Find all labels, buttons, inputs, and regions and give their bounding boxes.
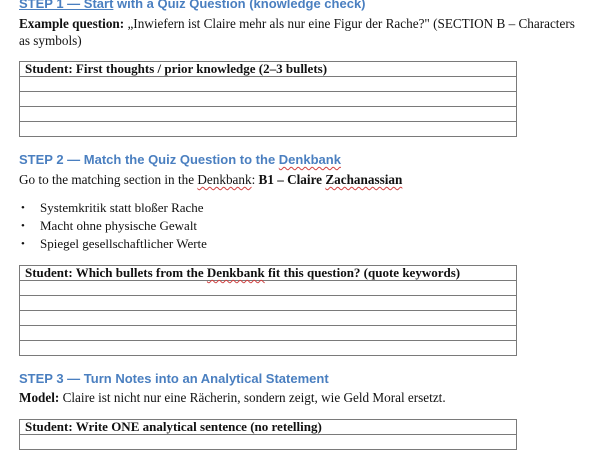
- bullet-icon: •: [21, 238, 25, 250]
- header-denkbank: Denkbank: [206, 265, 265, 280]
- answer-row[interactable]: [20, 77, 517, 92]
- step3-heading: STEP 3 — Turn Notes into an Analytical Statement: [19, 371, 329, 386]
- example-text: „Inwiefern ist Claire mehr als nur eine Figur der Rache?" (SECTION B – Characters as symbols): [19, 16, 575, 48]
- answer-row[interactable]: [20, 326, 517, 341]
- answer-row[interactable]: [20, 281, 517, 296]
- answer-row[interactable]: [20, 296, 517, 311]
- step2-instruction: [19, 171, 402, 188]
- header-text: Student: Which bullets from the: [25, 265, 207, 280]
- analytical-sentence-table: [19, 419, 517, 450]
- prior-knowledge-header: Student: First thoughts / prior knowledge (2–3 bullets): [20, 62, 517, 77]
- bullet-icon: •: [21, 220, 25, 232]
- instruction-denkbank: Denkbank: [197, 172, 252, 187]
- instruction-text: Go to the matching section in the: [19, 172, 198, 187]
- step1-heading: [19, 0, 366, 11]
- example-label: Example question:: [19, 16, 125, 31]
- instruction-colon: :: [251, 172, 259, 187]
- section-label: B1 – Claire: [258, 172, 326, 187]
- bullet-text: Systemkritik statt bloßer Rache: [40, 200, 204, 215]
- answer-row[interactable]: [20, 122, 517, 137]
- step2-heading-text: STEP 2 — Match the Quiz Question to the: [19, 152, 279, 167]
- denkbank-bullets-header: [20, 266, 517, 281]
- analytical-sentence-header: Student: Write ONE analytical sentence (no retelling): [20, 420, 517, 435]
- denkbank-bullets-table: [19, 265, 517, 356]
- step2-heading: [19, 152, 341, 167]
- denkbank-bullet-list: [19, 199, 207, 253]
- section-name: Zachanassian: [325, 172, 403, 187]
- answer-row[interactable]: [20, 435, 517, 450]
- example-question: [19, 15, 579, 49]
- bullet-text: Spiegel gesellschaftlicher Werte: [40, 236, 207, 251]
- answer-row[interactable]: [20, 341, 517, 356]
- bullet-icon: •: [21, 202, 25, 214]
- model-statement: [19, 389, 446, 406]
- model-label: Model:: [19, 390, 60, 405]
- step1-heading-link[interactable]: STEP 1 — Start: [19, 0, 114, 11]
- header-text-end: fit this question? (quote keywords): [264, 265, 461, 280]
- step1-heading-rest: with a Quiz Question (knowledge check): [113, 0, 366, 11]
- answer-row[interactable]: [20, 311, 517, 326]
- bullet-item: [19, 199, 207, 217]
- model-text: Claire ist nicht nur eine Rächerin, sondern zeigt, wie Geld Moral ersetzt.: [59, 390, 446, 405]
- step2-heading-denkbank: Denkbank: [278, 152, 341, 167]
- prior-knowledge-table: [19, 61, 517, 137]
- answer-row[interactable]: [20, 107, 517, 122]
- answer-row[interactable]: [20, 92, 517, 107]
- bullet-text: Macht ohne physische Gewalt: [40, 218, 198, 233]
- bullet-item: [19, 235, 207, 253]
- bullet-item: [19, 217, 207, 235]
